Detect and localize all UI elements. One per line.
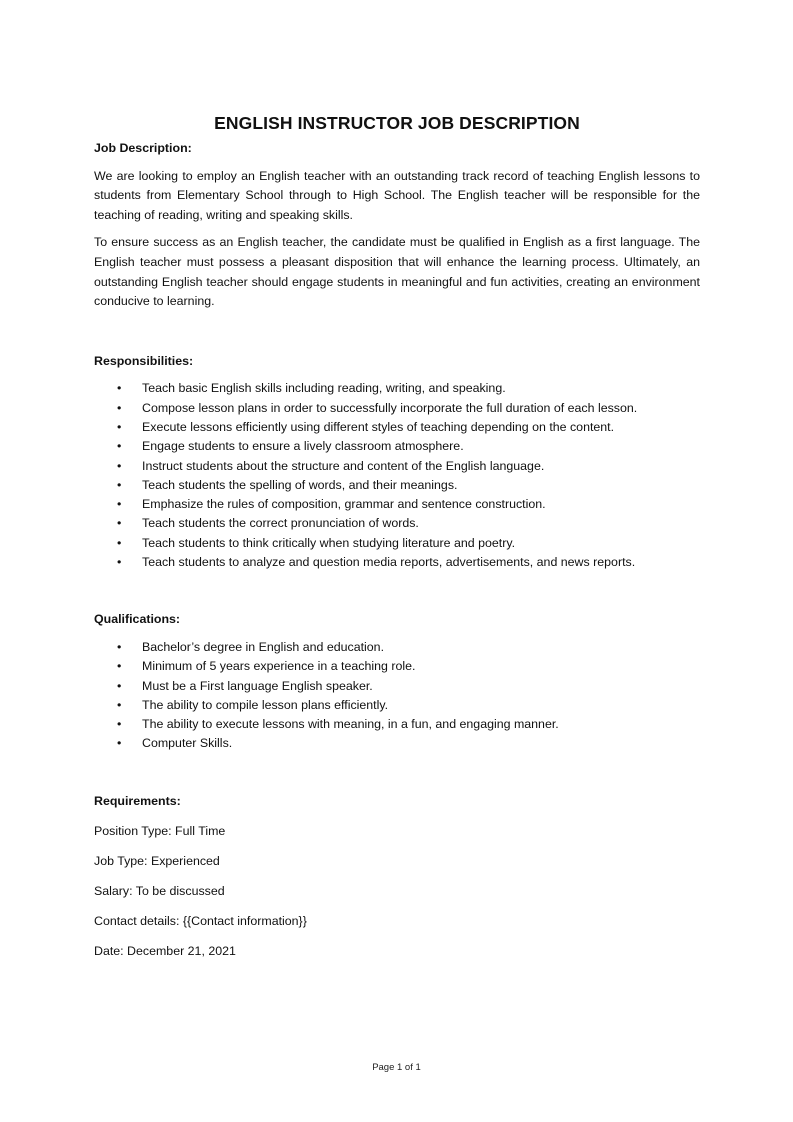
list-item-text: Engage students to ensure a lively classroom atmosphere. xyxy=(142,439,464,454)
bullet-icon: • xyxy=(117,458,122,473)
list-item xyxy=(94,418,700,437)
list-item-text: Emphasize the rules of composition, grammar and sentence construction. xyxy=(142,497,546,512)
list-item xyxy=(94,379,700,398)
list-item xyxy=(94,715,700,734)
list-item-text: Teach basic English skills including reading, writing, and speaking. xyxy=(142,381,506,396)
bullet-icon: • xyxy=(117,678,122,693)
job-description-heading: Job Description: xyxy=(94,141,192,155)
list-item xyxy=(94,677,700,696)
list-item-text: Computer Skills. xyxy=(142,736,233,751)
bullet-icon: • xyxy=(117,736,122,751)
bullet-icon: • xyxy=(117,717,122,732)
list-item-text: Teach students to think critically when studying literature and poetry. xyxy=(142,535,516,550)
bullet-icon: • xyxy=(117,639,122,654)
list-item-text: Instruct students about the structure and content of the English language. xyxy=(142,458,545,473)
bullet-icon: • xyxy=(117,439,122,454)
list-item xyxy=(94,476,700,495)
list-item xyxy=(94,734,700,753)
list-item xyxy=(94,437,700,456)
list-item-text: Teach students the correct pronunciation of words. xyxy=(142,516,419,531)
job-description-paragraph-2: To ensure success as an English teacher, the candidate must be qualified in English as a first language. The English teacher must possess a pleasant disposition that will enhance the learning process. Ultimately, an outstanding English teacher should engage students in meaningful and fun activities, creating an environment conducive to learning. xyxy=(94,235,700,309)
list-item xyxy=(94,696,700,715)
bullet-icon: • xyxy=(117,555,122,570)
list-item-text: The ability to execute lessons with meaning, in a fun, and engaging manner. xyxy=(142,717,559,732)
page-number: Page 1 of 1 xyxy=(372,1062,421,1073)
list-item xyxy=(94,657,700,676)
list-item-text: Execute lessons efficiently using different styles of teaching depending on the content. xyxy=(142,419,615,434)
bullet-icon: • xyxy=(117,477,122,492)
list-item-text: Teach students to analyze and question media reports, advertisements, and news reports. xyxy=(142,555,636,570)
bullet-icon: • xyxy=(117,516,122,531)
list-item-text: Minimum of 5 years experience in a teaching role. xyxy=(142,659,416,674)
contact-details: Contact details: {{Contact information}} xyxy=(94,913,307,928)
bullet-icon: • xyxy=(117,497,122,512)
list-item-text: Compose lesson plans in order to successfully incorporate the full duration of each lesson. xyxy=(142,400,638,415)
requirements-heading: Requirements: xyxy=(94,793,181,808)
bullet-icon: • xyxy=(117,659,122,674)
list-item-text: Must be a First language English speaker. xyxy=(142,678,373,693)
list-item xyxy=(94,457,700,476)
responsibilities-list xyxy=(94,379,700,572)
list-item xyxy=(94,638,700,657)
list-item-text: Bachelor’s degree in English and education. xyxy=(142,639,385,654)
position-type: Position Type: Full Time xyxy=(94,823,226,838)
bullet-icon: • xyxy=(117,381,122,396)
list-item xyxy=(94,495,700,514)
bullet-icon: • xyxy=(117,697,122,712)
job-type: Job Type: Experienced xyxy=(94,853,220,868)
responsibilities-heading: Responsibilities: xyxy=(94,353,194,368)
document-title: ENGLISH INSTRUCTOR JOB DESCRIPTION xyxy=(214,113,580,133)
job-description-paragraph-1: We are looking to employ an English teacher with an outstanding track record of teaching English lessons to students from Elementary School through to High School. The English teacher will be responsible for the teaching of reading, writing and speaking skills. xyxy=(94,168,700,222)
qualifications-heading: Qualifications: xyxy=(94,612,181,627)
bullet-icon: • xyxy=(117,400,122,415)
list-item xyxy=(94,553,700,572)
bullet-icon: • xyxy=(117,535,122,550)
list-item xyxy=(94,534,700,553)
qualifications-list xyxy=(94,638,700,754)
document-body xyxy=(94,112,700,972)
posting-date: Date: December 21, 2021 xyxy=(94,943,236,958)
salary: Salary: To be discussed xyxy=(94,883,225,898)
list-item xyxy=(94,514,700,533)
list-item-text: The ability to compile lesson plans efficiently. xyxy=(142,697,389,712)
list-item-text: Teach students the spelling of words, and their meanings. xyxy=(142,477,458,492)
list-item xyxy=(94,399,700,418)
bullet-icon: • xyxy=(117,419,122,434)
